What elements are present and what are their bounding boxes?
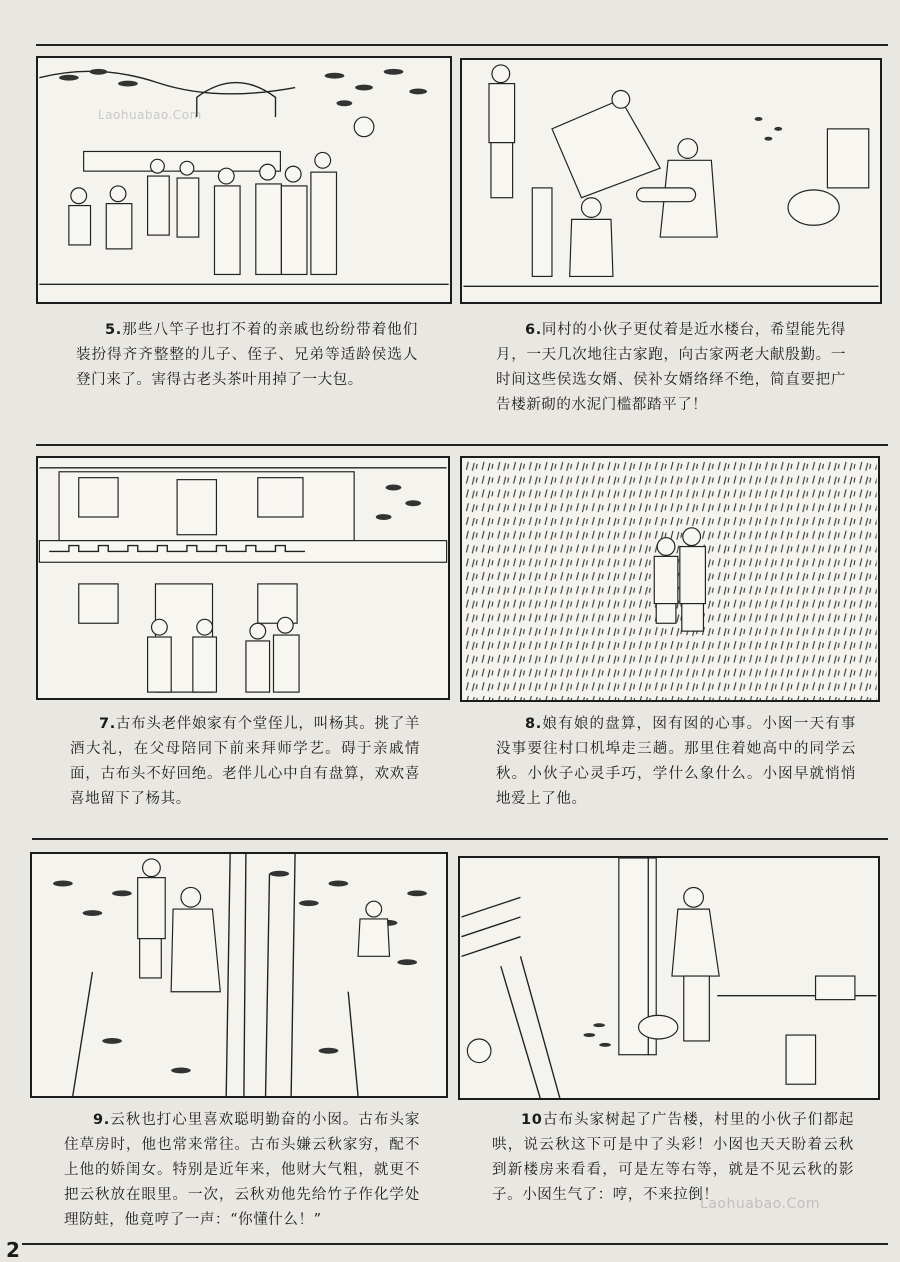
panel-7-text: 古布头老伴娘家有个堂侄儿，叫杨其。挑了羊酒大礼，在父母陪同下前来拜师学艺。碍于亲戚情面，古布头不好回绝。老伴儿心中自有盘算，欢欢喜喜地留下了杨其。 [70,716,420,807]
panel-7-caption [70,712,420,812]
panel-6-illustration [460,58,882,304]
young-men-helping-elders-illustration [462,60,880,302]
panel-8-caption [496,712,856,812]
panel-9-text: 云秋也打心里喜欢聪明勤奋的小囡。古布头家住草房时，他也常来常往。古布头嫌云秋家穷，配不上他的娇闺女。特别是近年来，他财大气粗，就更不把云秋放在眼里。一次，云秋劝他先给竹子作化学处理防蛀，他竟哼了一声：“你懂什么！” [64,1112,420,1228]
panel-5-illustration [36,56,452,304]
panel-6-text: 同村的小伙子更仗着是近水楼台，希望能先得月，一天几次地往古家跑，向古家两老大献殷勤。一时间这些侯选女婿、侯补女婿络绎不绝，简直要把广告楼新砌的水泥门槛都踏平了！ [496,322,846,413]
panel-10-caption [492,1108,854,1208]
girl-waiting-at-door-illustration [460,858,878,1098]
panel-5-text: 那些八竿子也打不着的亲戚也纷纷带着他们装扮得齐齐整整的儿子、侄子、兄弟等适龄侯选人登门来了。害得古老头茶叶用掉了一大包。 [76,322,418,388]
watermark-bottom: Laohuabao.Com [700,1196,820,1212]
watermark: Laohuabao.Com [98,108,202,122]
panel-7-illustration [36,456,450,700]
panel-8-text: 娘有娘的盘算，囡有囡的心事。小囡一天有事没事要往村口机埠走三趟。那里住着她高中的同学云秋。小伙子心灵手巧，学什么象什么。小囡早就悄悄地爱上了他。 [496,716,856,807]
top-rule [36,44,888,46]
panel-7-number: 7. [99,716,116,732]
panel-9-illustration [30,852,448,1098]
panel-9-number: 9. [93,1112,110,1128]
page-number: 2 [6,1238,20,1262]
courtyard-crowd-illustration [38,58,450,302]
panel-8-illustration [460,456,880,702]
panel-9-caption [64,1108,420,1233]
panel-10-number: 10 [521,1112,543,1128]
panel-10-text: 古布头家树起了广告楼，村里的小伙子们都起哄，说云秋这下可是中了头彩！小囡也天天盼着云秋到新楼房来看看，可是左等右等，就是不见云秋的影子。小囡生气了：哼，不来拉倒！ [492,1112,854,1203]
bamboo-grove-illustration [32,854,446,1096]
row-rule-2 [36,444,888,446]
panel-6-caption [496,318,846,418]
panel-10-illustration [458,856,880,1100]
panel-5-caption [76,318,418,393]
couple-walking-in-field-illustration [462,458,878,700]
panel-6-number: 6. [525,322,542,338]
two-storey-house-illustration [38,458,448,698]
panel-8-number: 8. [525,716,542,732]
bottom-rule [22,1243,888,1245]
panel-5-number: 5. [105,322,122,338]
row-rule-3 [32,838,888,840]
